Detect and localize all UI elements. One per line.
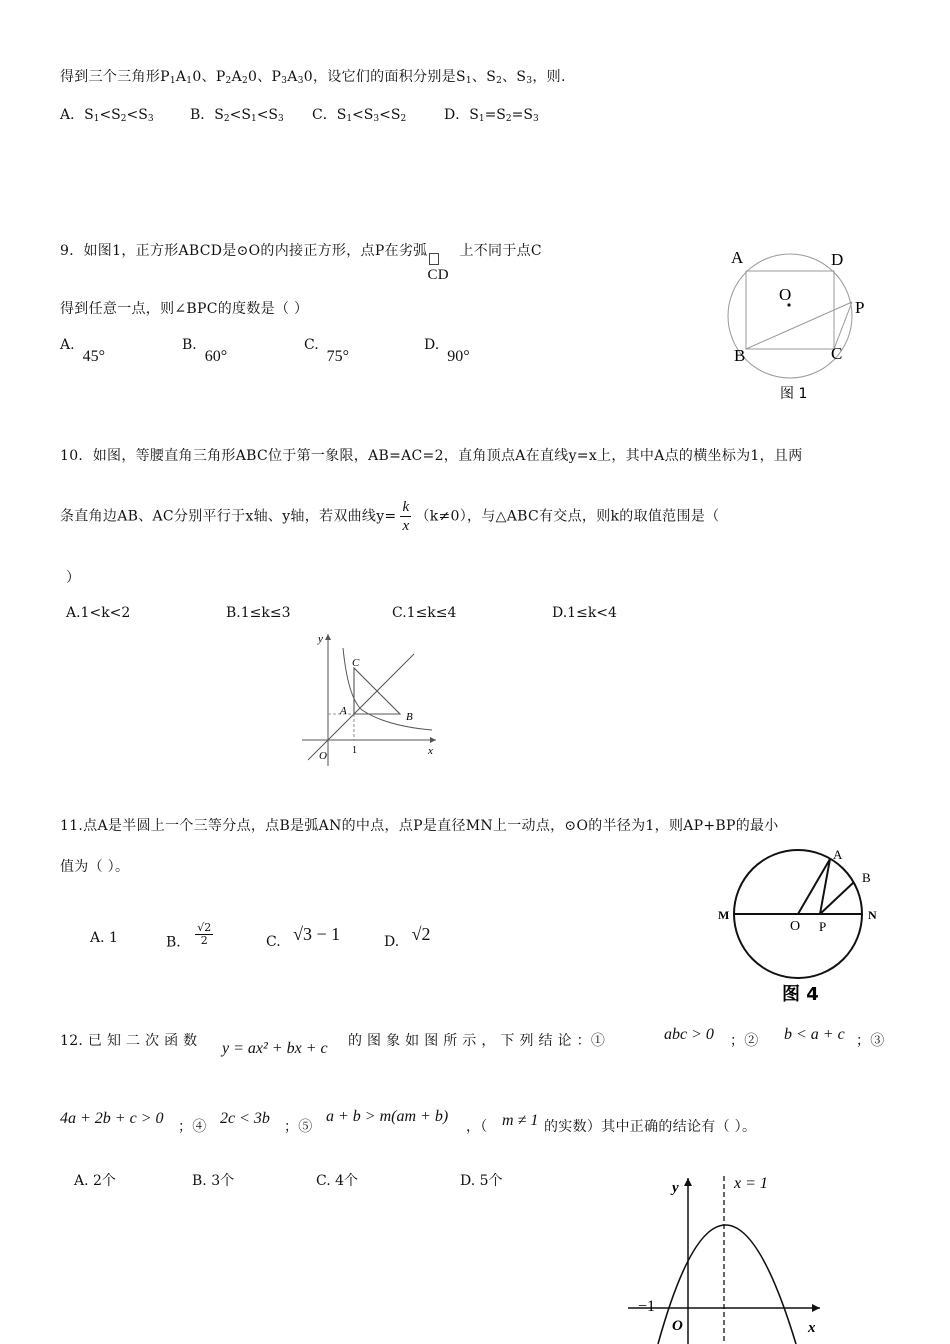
line-y-eq-x (308, 654, 414, 760)
square-abcd (746, 271, 834, 349)
figure-4-circle (712, 842, 886, 1008)
figure-q12-parabola (620, 1166, 830, 1344)
figure-q10-hyperbola (296, 628, 446, 770)
label-minus-one: −1 (638, 1298, 656, 1315)
label-b: B (406, 711, 413, 723)
q12-sep-1: ；② (730, 1033, 759, 1049)
label-o: O (779, 285, 792, 304)
label-x: x (428, 745, 433, 757)
label-y: y (318, 633, 323, 645)
label-a: A (340, 705, 347, 717)
label-p: P (855, 298, 865, 317)
label-origin: O (319, 750, 327, 762)
q12-sep-2: ；③ (856, 1033, 885, 1049)
q9-line1: 9．如图1，正方形ABCD是⊙O的内接正方形，点P在劣弧 CD 上不同于点C (60, 243, 542, 283)
label-d: D (831, 250, 844, 269)
q11-option-a[interactable]: A. 1 (90, 930, 118, 946)
q9-option-c[interactable]: C.75° (304, 337, 350, 365)
q12-conclusion-1: abc > 0 (664, 1026, 714, 1043)
label-c: C (352, 657, 360, 669)
q9-option-b[interactable]: B.60° (182, 337, 228, 365)
label-o: O (790, 919, 801, 934)
q9-option-a[interactable]: A.45° (60, 337, 105, 365)
q10-option-a[interactable]: A.1<k<2 (66, 605, 131, 621)
q12-line1-b: 的 图 象 如 图 所 示 ， 下 列 结 论 ：① (348, 1033, 606, 1049)
q11-line2: 值为（ ）。 (60, 859, 130, 875)
figure-caption: 图 4 (782, 984, 819, 1005)
q12-equation: y = ax² + bx + c (222, 1040, 328, 1057)
q8-option-b[interactable]: B．$S_2<S_1<S_3$ (190, 107, 284, 124)
q11-line1: 11.点A是半圆上一个三等分点，点B是弧AN的中点，点P是直径MN上一动点，⊙O的半径为1，则AP+BP的最小 (60, 818, 779, 834)
label-x: x (808, 1320, 816, 1336)
q11-option-b[interactable]: B. $\frac{√2}{2}$ (166, 921, 212, 951)
q11-option-d[interactable]: D. √2 (384, 924, 431, 950)
q8-option-c[interactable]: C．$S_1<S_3<S_2$ (312, 107, 407, 124)
label-b: B (862, 870, 871, 885)
label-b: B (734, 346, 746, 365)
figure-1-inscribed-square (720, 245, 880, 405)
q12-conclusion-2: b < a + c (784, 1026, 845, 1043)
label-y: y (672, 1180, 679, 1196)
label-n: N (868, 908, 877, 922)
q12-option-d[interactable]: D. 5个 (460, 1173, 503, 1189)
label-a: A (833, 847, 843, 862)
q10-line1: 10．如图，等腰直角三角形ABC位于第一象限，AB=AC=2，直角顶点A在直线y=x上，其中A点的横坐标为1，且两 (60, 448, 803, 464)
arc-cd-label: CD (427, 267, 449, 283)
q10-option-b[interactable]: B.1≤k≤3 (226, 605, 291, 621)
q12-line2-b: ，（ (466, 1119, 488, 1135)
q10-option-d[interactable]: D.1≤k<4 (552, 605, 617, 621)
q12-conclusion-5: a + b > m(am + b) (326, 1108, 449, 1125)
q10-option-c[interactable]: C.1≤k≤4 (392, 605, 457, 621)
segment-bp (746, 302, 852, 349)
q12-conclusion-3: 4a + 2b + c > 0 (60, 1110, 164, 1127)
q12-condition: m ≠ 1 (502, 1112, 539, 1129)
label-m: M (718, 908, 730, 922)
q9-line2: 得到任意一点，则∠BPC的度数是（ ） (60, 301, 309, 317)
q12-line2-c: 的实数）其中正确的结论有（ ）。 (544, 1119, 757, 1135)
label-origin: O (672, 1318, 683, 1334)
label-p: P (819, 919, 827, 934)
q12-conclusion-4: 2c < 3b (220, 1110, 270, 1127)
q12-line1: 12. 已 知 二 次 函 数 (60, 1033, 198, 1049)
q12-sep-3: ；④ (178, 1119, 207, 1135)
label-one: 1 (352, 745, 357, 756)
figure-caption: 图 1 (780, 386, 808, 402)
label-axis: x = 1 (734, 1175, 768, 1192)
q10-line3: ） (66, 570, 81, 586)
q12-option-c[interactable]: C. 4个 (316, 1173, 359, 1189)
q8-option-a[interactable]: A．$S_1<S_2<S_3$ (60, 107, 154, 124)
q12-sep-4: ；⑤ (284, 1119, 313, 1135)
q8-option-d[interactable]: D．$S_1=S_2=S_3$ (444, 107, 539, 124)
q12-option-a[interactable]: A. 2个 (74, 1173, 116, 1189)
label-a: A (731, 248, 744, 267)
label-c: C (831, 344, 843, 363)
q11-option-c[interactable]: C. √3 − 1 (266, 924, 341, 950)
q8-statement: 得到三个三角形$P_1A_10$、$P_2A_20$、$P_3A_30$，设它们的面积分别是$S_1$、$S_2$、$S_3$，则. (60, 69, 566, 86)
q9-option-d[interactable]: D.90° (424, 337, 470, 365)
q10-line2: 条直角边AB、AC分别平行于x轴、y轴，若双曲线y= $\frac{k}{x}$ （k≠0），与△ABC有交点，则k的取值范围是（ (60, 499, 720, 534)
q12-option-b[interactable]: B. 3个 (192, 1173, 235, 1189)
